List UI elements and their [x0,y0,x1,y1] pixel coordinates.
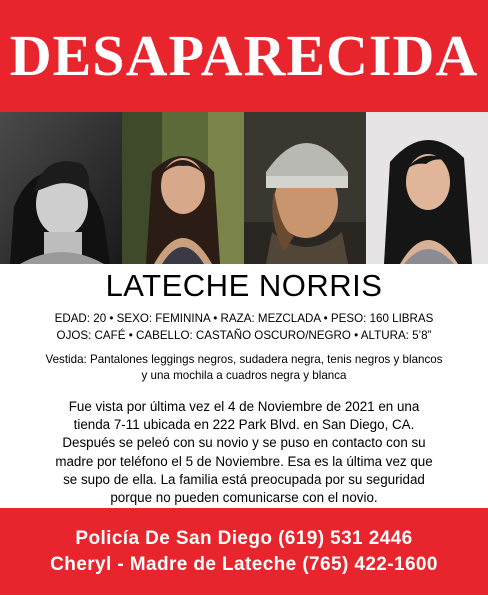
poster-title: DESAPARECIDA [9,23,479,88]
clothing-line: Vestida: Pantalones leggings negros, sudadera negra, tenis negros y blancos [45,353,443,366]
contact-banner [0,508,488,595]
photo-strip [0,112,488,264]
person-name: LATECHE NORRIS [105,268,383,303]
details-row-1: EDAD: 20 • SEXO: FEMININA • RAZA: MEZCLADA • PESO: 160 LIBRAS [54,312,434,325]
photo-3-image [244,112,366,264]
contact-police: Policía De San Diego (619) 531 2446 [75,528,413,549]
photo-3 [244,112,366,264]
photo-2-image [122,112,244,264]
clothing-line: y una mochila a cuadros negra y blanca [141,369,347,382]
photo-4 [366,112,488,264]
photo-1-image [0,112,122,264]
header-banner [0,0,488,112]
photo-4-image [366,112,488,264]
details-row-2: OJOS: CAFÉ • CABELLO: CASTAÑO OSCURO/NEGRO • ALTURA: 5’8” [56,329,432,342]
photo-1 [0,112,122,264]
description-line: porque no pueden comunicarse con el novio. [110,490,378,506]
contact-mother: Cheryl - Madre de Lateche (765) 422-1600 [50,554,438,575]
description-line: tienda 7-11 ubicada en 222 Park Blvd. en San Diego, CA. [73,417,415,433]
description-line: se supo de ella. La familia está preocupada por su seguridad [63,471,425,487]
incident-description [8,398,480,507]
photo-2 [122,112,244,264]
description-line: Fue vista por última vez el 4 de Noviembre de 2021 en una [68,399,420,414]
description-line: madre por teléfono el 5 de Noviembre. Esa es la última vez que [55,453,433,469]
description-line: Después se peleó con su novio y se puso en contacto con su [62,435,426,451]
clothing-description [8,352,480,384]
